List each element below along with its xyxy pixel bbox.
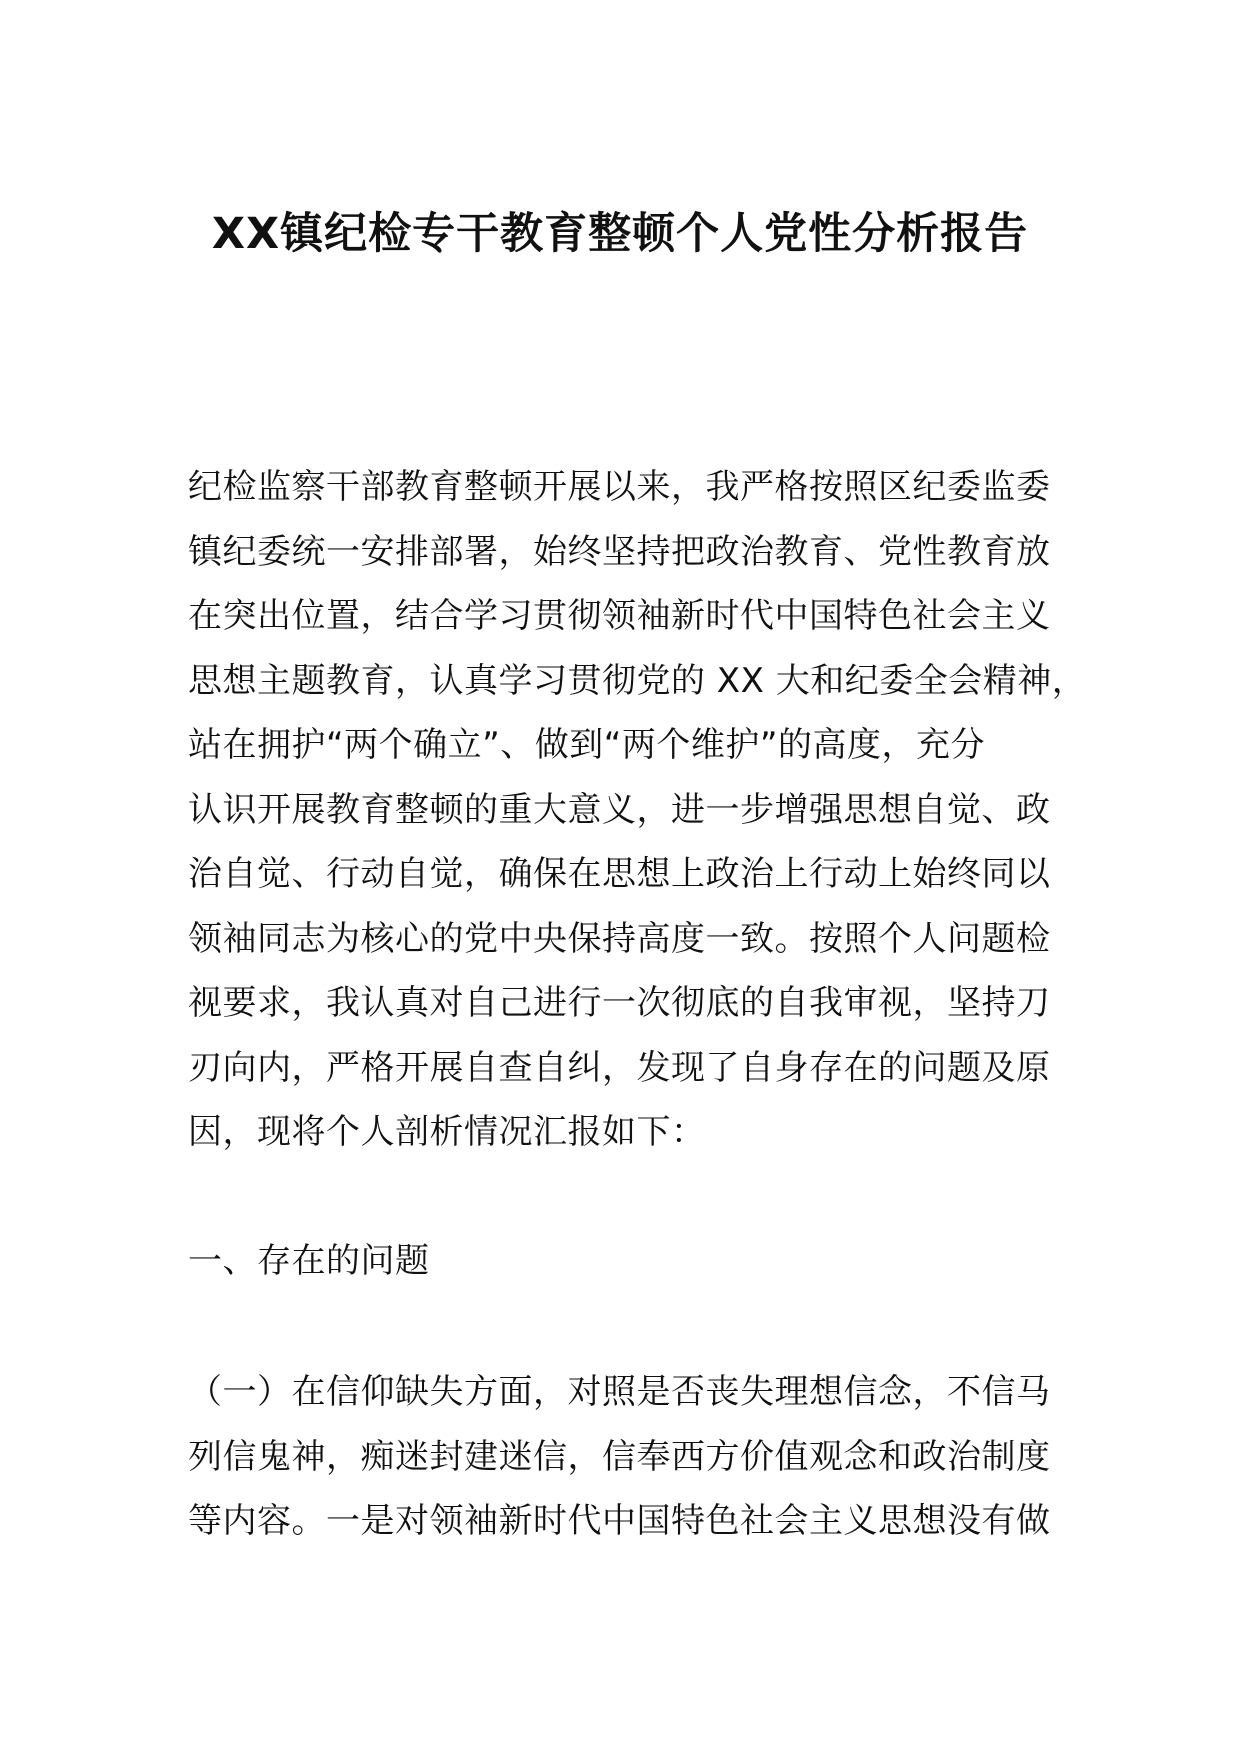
paragraph-line: 站在拥护“两个确立”、做到“两个维护”的高度，充分 — [188, 725, 985, 765]
paragraph-line: （一）在信仰缺失方面，对照是否丧失理想信念，不信马 — [188, 1372, 1051, 1412]
paragraph-line: 镇纪委统一安排部署，始终坚持把政治教育、党性教育放 — [188, 531, 1051, 572]
section-paragraph — [188, 1360, 1058, 1554]
document-title: XX镇纪检专干教育整顿个人党性分析报告 — [211, 209, 1029, 259]
paragraph-line: 纪检监察干部教育整顿开展以来，我严格按照区纪委监委 — [188, 467, 1051, 507]
paragraph-line: 列信鬼神，痴迷封建迷信，信奉西方价值观念和政治制度 — [188, 1436, 1051, 1477]
paragraph-line: 认识开展教育整顿的重大意义，进一步增强思想自觉、政 — [188, 789, 1051, 830]
paragraph-line: 治自觉、行动自觉，确保在思想上政治上行动上始终同以 — [188, 854, 1051, 894]
intro-paragraph — [188, 455, 1087, 1165]
section-heading-text: 一、存在的问题 — [188, 1241, 430, 1281]
paragraph-line: 在突出位置，结合学习贯彻领袖新时代中国特色社会主义 — [188, 596, 1051, 636]
paragraph-line: 因，现将个人剖析情况汇报如下： — [188, 1112, 706, 1152]
paragraph-line: 等内容。一是对领袖新时代中国特色社会主义思想没有做 — [188, 1501, 1051, 1541]
paragraph-line: 视要求，我认真对自己进行一次彻底的自我审视，坚持刀 — [188, 983, 1051, 1023]
section-heading — [188, 1229, 1058, 1294]
paragraph-line: 刃向内，严格开展自查自纠，发现了自身存在的问题及原 — [188, 1047, 1051, 1088]
paragraph-line: 思想主题教育，认真学习贯彻党的 XX 大和纪委全会精神， — [188, 660, 1087, 701]
paragraph-line: 领袖同志为核心的党中央保持高度一致。按照个人问题检 — [188, 918, 1051, 959]
